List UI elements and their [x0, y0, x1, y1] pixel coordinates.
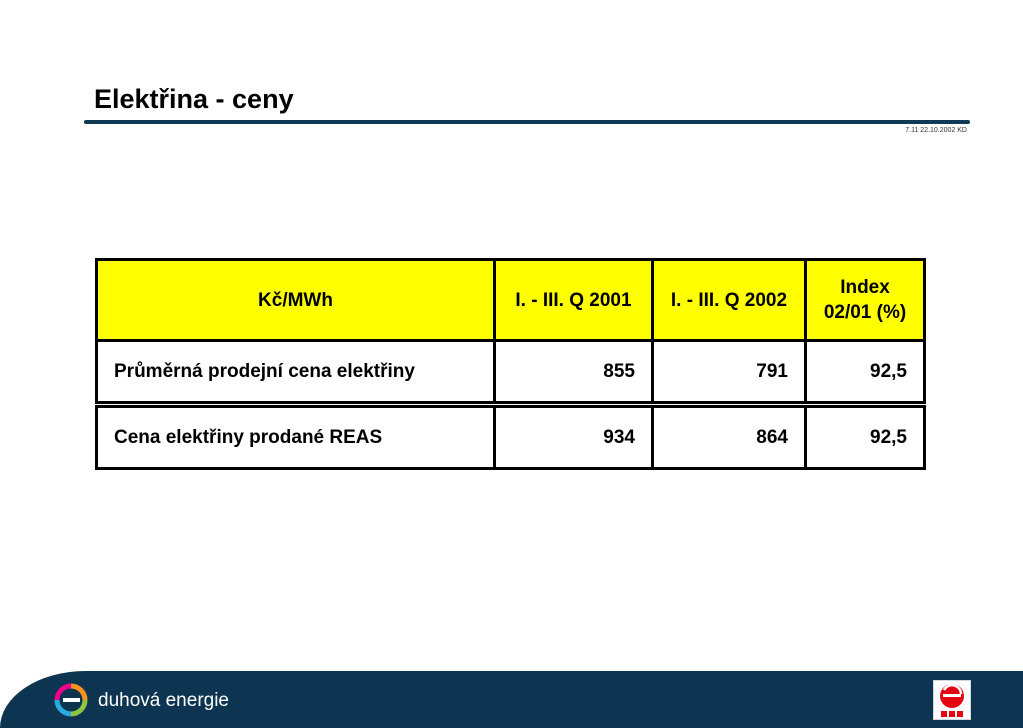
- header-unit: Kč/MWh: [97, 260, 495, 341]
- cell-q2002: 791: [653, 341, 806, 403]
- rainbow-e-logo-icon: [54, 683, 88, 717]
- price-table: [95, 258, 926, 404]
- row-label: Průměrná prodejní cena elektřiny: [97, 341, 495, 403]
- table-header-row: [97, 260, 925, 341]
- header-q2002: I. - III. Q 2002: [653, 260, 806, 341]
- header-index-line1: Index: [840, 277, 890, 298]
- cell-q2001: 855: [495, 341, 653, 403]
- row-label: Cena elektřiny prodané REAS: [97, 407, 495, 469]
- cell-q2002: 864: [653, 407, 806, 469]
- cell-index: 92,5: [806, 407, 925, 469]
- table-row: [97, 407, 925, 469]
- title-underline: [84, 120, 970, 124]
- slide-title: Elektřina - ceny: [94, 84, 294, 114]
- cell-index: 92,5: [806, 341, 925, 403]
- brand-text: duhová energie: [98, 690, 229, 711]
- reas-price-table: [95, 405, 926, 470]
- header-index: [806, 260, 925, 341]
- table-row: [97, 341, 925, 403]
- cell-q2001: 934: [495, 407, 653, 469]
- reference-code: 7.11 22.10.2002 KD: [905, 127, 967, 134]
- header-q2001: I. - III. Q 2001: [495, 260, 653, 341]
- header-index-line2: 02/01 (%): [823, 302, 907, 323]
- cez-logo-icon: [933, 680, 971, 720]
